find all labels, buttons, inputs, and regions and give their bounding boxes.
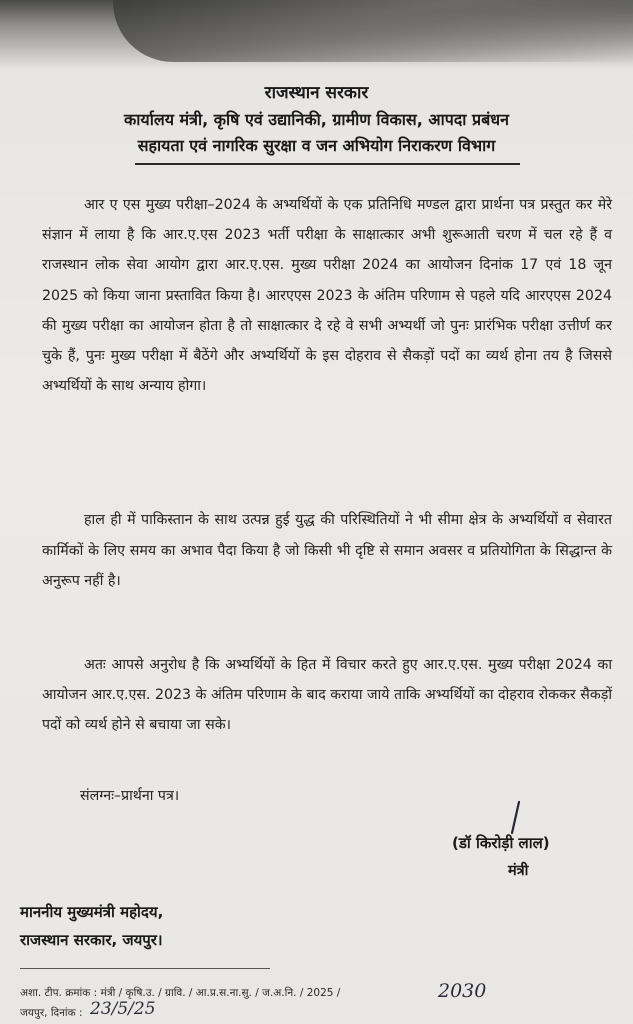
date-label: जयपुर, दिनांक :	[20, 1007, 83, 1019]
body-paragraph-2: हाल ही में पाकिस्तान के साथ उत्पन्न हुई युद्ध की परिस्थितियों ने भी सीमा क्षेत्र के अभ्यर्थियों व सेवारत कार्मिकों के लिए समय का अभाव पैदा किया है जो किसी भी दृष्टि से समान अवसर व प्रतियोगिता के सिद्धान्त के अनुरूप नहीं है।	[42, 512, 612, 589]
signatory-name: (डॉ किरोड़ी लाल)	[452, 834, 550, 852]
enclosure-note: संलग्नः–प्रार्थना पत्र।	[80, 788, 180, 804]
heading-divider	[135, 163, 520, 165]
body-paragraph-1: आर ए एस मुख्य परीक्षा–2024 के अभ्यर्थियों के एक प्रतिनिधि मण्डल द्वारा प्रार्थना पत्र प्रस्तुत कर मेरे संज्ञान में लाया है कि आर.ए.एस 2023 भर्ती परीक्षा के साक्षात्कार अभी शुरूआती चरण में चल रहे हैं व राजस्थान लोक सेवा आयोग द्वारा आर.ए.एस. मुख्य परीक्षा 2024 का आयोजन दिनांक 17 एवं 18 जून 2025 को किया जाना प्रस्तावित किया है। आरएएस 2023 के अंतिम परिणाम से पहले यदि आरएएस 2024 की मुख्य परीक्षा का आयोजन होता है तो साक्षात्कार दे रहे वे सभी अभ्यर्थी जो पुनः प्रारंभिक परीक्षा उत्तीर्ण कर चुके हैं, पुनः मुख्य परीक्षा में बैठेंगे और अभ्यर्थियों के इस दोहराव से सैकड़ों पदों का व्यर्थ होना तय है जिससे अभ्यर्थियों के साथ अन्याय होगा।	[42, 197, 612, 395]
office-heading: कार्यालय मंत्री, कृषि एवं उद्यानिकी, ग्रामीण विकास, आपदा प्रबंधन	[124, 110, 509, 129]
addressee-line-2: राजस्थान सरकार, जयपुर।	[20, 931, 163, 949]
date-handwritten: 23/5/25	[90, 999, 156, 1019]
page-top-shadow	[0, 0, 633, 70]
footer-divider	[20, 968, 270, 969]
signature-mark-icon	[505, 800, 525, 836]
reference-number-handwritten: 2030	[438, 980, 487, 1002]
addressee-line-1: माननीय मुख्यमंत्री महोदय,	[20, 903, 164, 921]
signatory-designation: मंत्री	[508, 863, 529, 879]
department-heading: सहायता एवं नागरिक सुरक्षा व जन अभियोग निराकरण विभाग	[137, 136, 496, 155]
reference-label: अशा. टीप. क्रमांक : मंत्री / कृषि.उ. / ग्रावि. / आ.प्र.स.ना.सु. / ज.अ.नि. / 2025 /	[20, 987, 341, 999]
government-heading: राजस्थान सरकार	[264, 83, 369, 103]
body-paragraph-3: अतः आपसे अनुरोध है कि अभ्यर्थियों के हित में विचार करते हुए आर.ए.एस. मुख्य परीक्षा 2024 का आयोजन आर.ए.एस. 2023 के अंतिम परिणाम के बाद कराया जाये ताकि अभ्यर्थियों का दोहराव रोककर सैकड़ों पदों को व्यर्थ होने से बचाया जा सके।	[42, 657, 612, 734]
